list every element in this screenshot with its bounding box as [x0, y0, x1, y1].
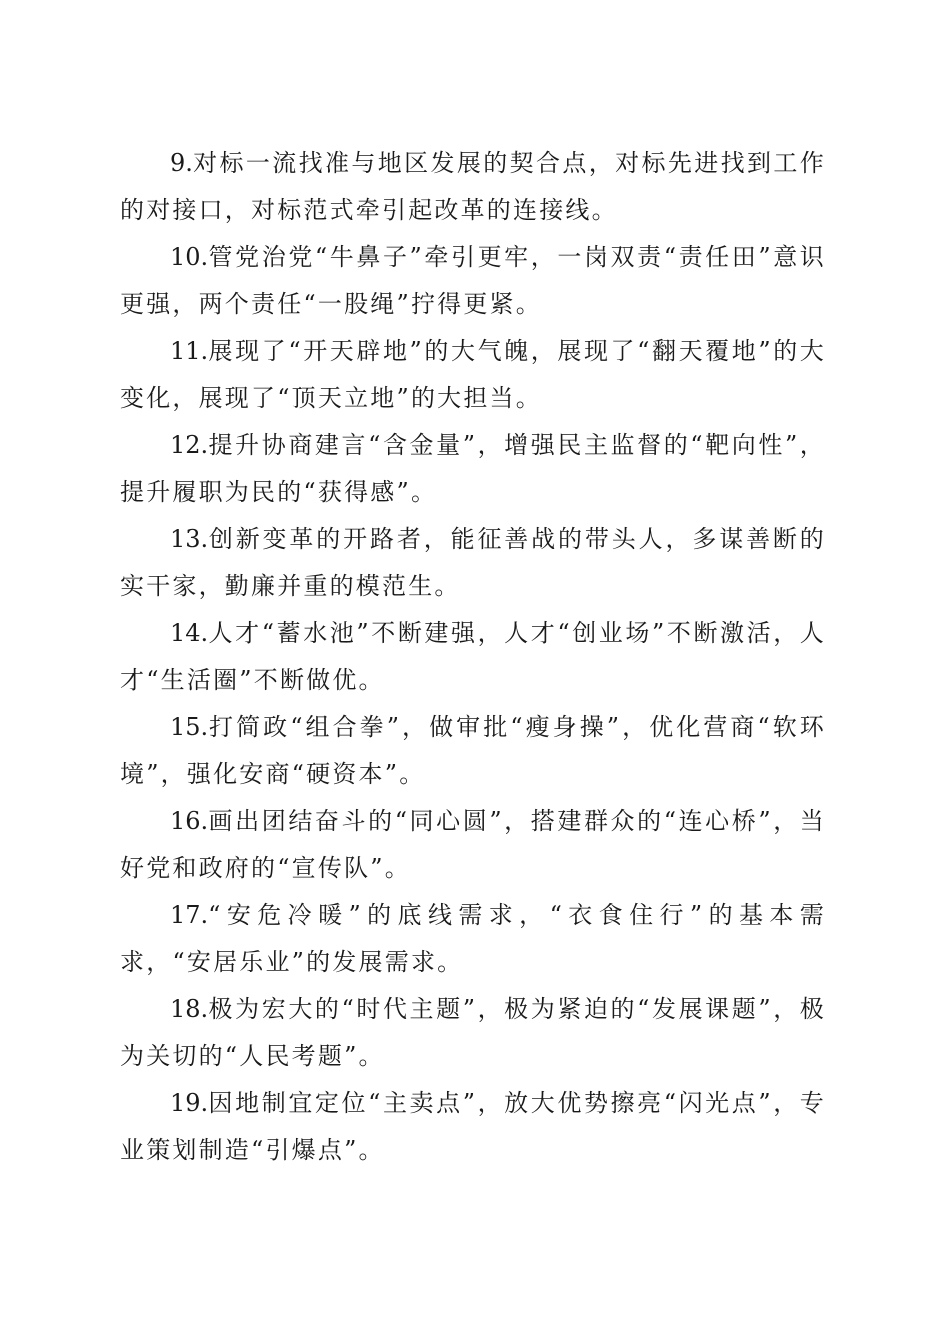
item-text: 提升协商建言“含金量”，增强民主监督的“靶向性”，提升履职为民的“获得感”。 [120, 431, 826, 506]
item-text: 极为宏大的“时代主题”，极为紧迫的“发展课题”，极为关切的“人民考题”。 [120, 995, 826, 1070]
item-text: “安危冷暖”的底线需求，“衣食住行”的基本需求，“安居乐业”的发展需求。 [120, 901, 826, 976]
list-item-11 [120, 328, 826, 422]
item-number: 9. [170, 149, 193, 177]
list-item-16 [120, 798, 826, 892]
item-text: 管党治党“牛鼻子”牵引更牢，一岗双责“责任田”意识更强，两个责任“一股绳”拧得更紧。 [120, 243, 826, 318]
item-number: 11. [170, 337, 209, 365]
list-item-15 [120, 704, 826, 798]
item-number: 12. [170, 431, 209, 459]
item-text: 画出团结奋斗的“同心圆”，搭建群众的“连心桥”，当好党和政府的“宣传队”。 [120, 807, 826, 882]
item-number: 10. [170, 243, 209, 271]
list-item-13 [120, 516, 826, 610]
list-item-10 [120, 234, 826, 328]
list-item-9 [120, 140, 826, 234]
list-item-19 [120, 1080, 826, 1174]
list-item-14 [120, 610, 826, 704]
item-number: 16. [170, 807, 209, 835]
document-body [120, 140, 826, 1174]
item-number: 14. [170, 619, 209, 647]
list-item-18 [120, 986, 826, 1080]
item-number: 18. [170, 995, 209, 1023]
item-text: 人才“蓄水池”不断建强，人才“创业场”不断激活，人才“生活圈”不断做优。 [120, 619, 826, 694]
list-item-17 [120, 892, 826, 986]
item-text: 打简政“组合拳”，做审批“瘦身操”，优化营商“软环境”，强化安商“硬资本”。 [120, 713, 826, 788]
item-number: 13. [170, 525, 209, 553]
item-text: 展现了“开天辟地”的大气魄，展现了“翻天覆地”的大变化，展现了“顶天立地”的大担当。 [120, 337, 826, 412]
item-text: 因地制宜定位“主卖点”，放大优势擦亮“闪光点”，专业策划制造“引爆点”。 [120, 1089, 826, 1164]
item-number: 19. [170, 1089, 209, 1117]
item-number: 17. [170, 901, 209, 929]
item-text: 对标一流找准与地区发展的契合点，对标先进找到工作的对接口，对标范式牵引起改革的连接线。 [120, 149, 826, 224]
item-text: 创新变革的开路者，能征善战的带头人，多谋善断的实干家，勤廉并重的模范生。 [120, 525, 826, 600]
list-item-12 [120, 422, 826, 516]
item-number: 15. [170, 713, 209, 741]
